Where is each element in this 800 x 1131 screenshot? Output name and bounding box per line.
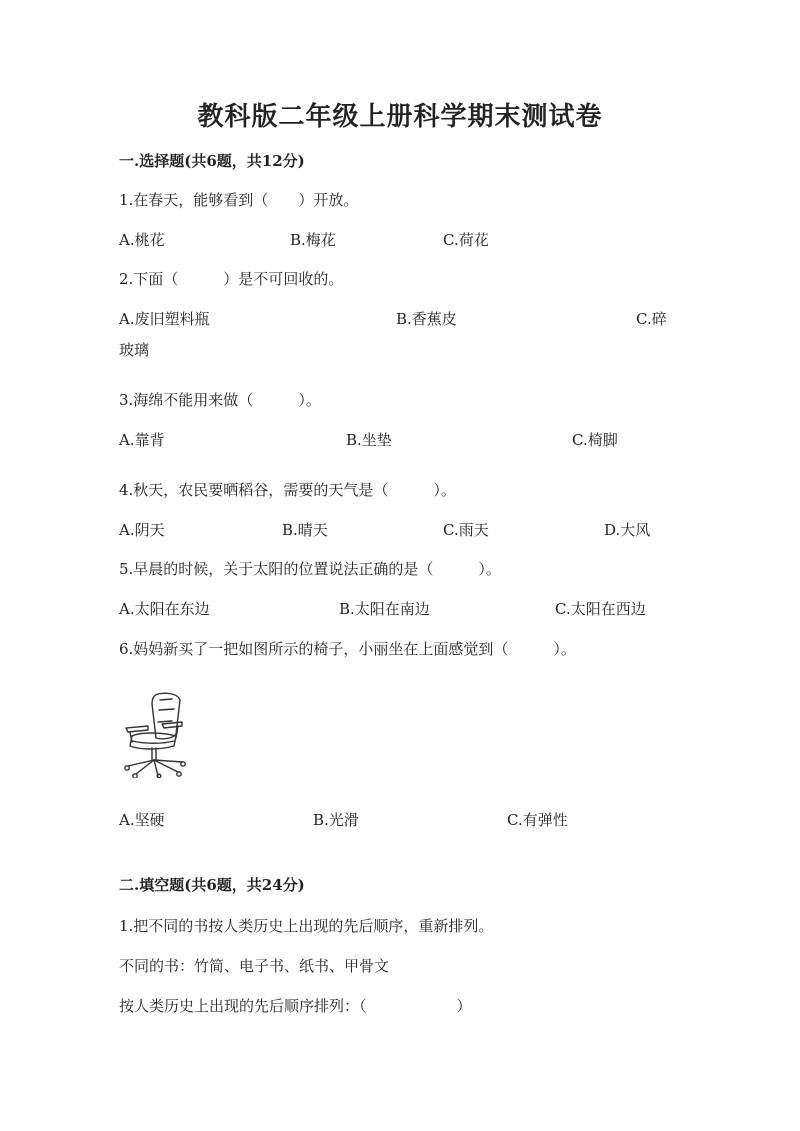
question-1-option-b: B.梅花 bbox=[290, 231, 336, 249]
question-5-option-a: A.太阳在东边 bbox=[119, 600, 210, 618]
question-4: 4.秋天，农民要晒稻谷，需要的天气是（ ）。 bbox=[119, 481, 456, 499]
question-2-option-a: A.废旧塑料瓶 bbox=[119, 310, 210, 328]
question-4-option-a: A.阴天 bbox=[119, 521, 165, 539]
question-1-option-a: A.桃花 bbox=[119, 231, 165, 249]
question-1: 1.在春天，能够看到（ ）开放。 bbox=[119, 191, 359, 209]
question-4-option-b: B.晴天 bbox=[282, 521, 328, 539]
question-6-option-b: B.光滑 bbox=[313, 811, 359, 829]
question-6-option-c: C.有弹性 bbox=[507, 811, 568, 829]
question-3: 3.海绵不能用来做（ ）。 bbox=[119, 391, 321, 409]
question-2-option-c-continued: 玻璃 bbox=[119, 341, 150, 359]
question-2: 2.下面（ ）是不可回收的。 bbox=[119, 270, 344, 288]
section-heading-choice: 一.选择题(共6题，共12分) bbox=[119, 152, 305, 170]
question-5: 5.早晨的时候，关于太阳的位置说法正确的是（ ）。 bbox=[119, 560, 501, 578]
section-heading-fill-blank: 二.填空题(共6题，共24分) bbox=[119, 876, 305, 894]
question-4-option-d: D.大风 bbox=[604, 521, 651, 539]
question-1-option-c: C.荷花 bbox=[443, 231, 489, 249]
question-3-option-c: C.椅脚 bbox=[572, 431, 618, 449]
office-chair-icon bbox=[118, 690, 190, 778]
page-title: 教科版二年级上册科学期末测试卷 bbox=[197, 102, 603, 132]
question-5-option-c: C.太阳在西边 bbox=[555, 600, 646, 618]
question-3-option-b: B.坐垫 bbox=[346, 431, 392, 449]
question-6-option-a: A.坚硬 bbox=[119, 811, 165, 829]
question-3-option-a: A.靠背 bbox=[119, 431, 165, 449]
fill-question-1-books: 不同的书：竹简、电子书、纸书、甲骨文 bbox=[119, 957, 390, 975]
question-5-option-b: B.太阳在南边 bbox=[339, 600, 430, 618]
question-4-option-c: C.雨天 bbox=[443, 521, 489, 539]
question-2-option-c: C.碎 bbox=[636, 310, 667, 328]
fill-question-1-answer: 按人类历史上出现的先后顺序排列：（ ） bbox=[119, 997, 472, 1015]
fill-question-1: 1.把不同的书按人类历史上出现的先后顺序，重新排列。 bbox=[119, 917, 494, 935]
question-6: 6.妈妈新买了一把如图所示的椅子，小丽坐在上面感觉到（ ）。 bbox=[119, 640, 576, 658]
question-2-option-b: B.香蕉皮 bbox=[396, 310, 457, 328]
